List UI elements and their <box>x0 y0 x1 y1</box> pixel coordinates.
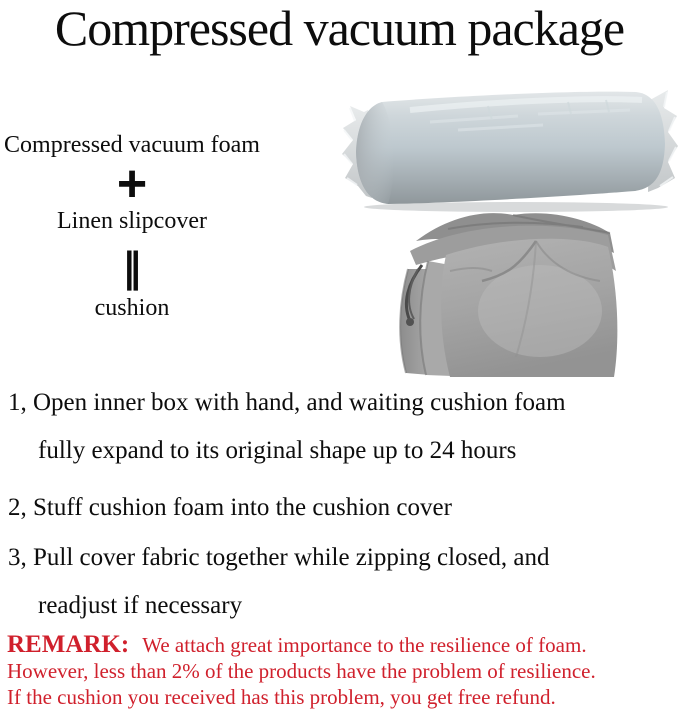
remark-line-3: If the cushion you received has this problem, you get free refund. <box>7 685 556 709</box>
remark-line-1 <box>7 632 675 658</box>
remark-text-1: We attach great importance to the resilience of foam. <box>142 633 587 657</box>
equation-slipcover-label: Linen slipcover <box>57 208 207 234</box>
remark-label: REMARK: <box>7 631 130 658</box>
foam-roll-image <box>338 86 679 216</box>
step-3-line-1: 3, Pull cover fabric together while zipping closed, and <box>8 544 550 571</box>
linen-slipcover-image <box>388 207 628 380</box>
step-3-line-2: readjust if necessary <box>38 592 243 619</box>
remark-line-2: However, less than 2% of the products have the problem of resilience. <box>7 659 596 683</box>
equation-foam-label: Compressed vacuum foam <box>4 132 260 158</box>
step-2-line-1: 2, Stuff cushion foam into the cushion cover <box>8 494 452 521</box>
step-1-line-1: 1, Open inner box with hand, and waiting cushion foam <box>8 389 566 416</box>
plus-symbol: + <box>116 155 148 213</box>
step-1-line-2: fully expand to its original shape up to 24 hours <box>38 437 517 464</box>
remark-block <box>7 632 675 710</box>
page-title: Compressed vacuum package <box>54 0 625 56</box>
equation-result-label: cushion <box>94 295 170 321</box>
equals-symbol: ‖ <box>122 245 142 291</box>
